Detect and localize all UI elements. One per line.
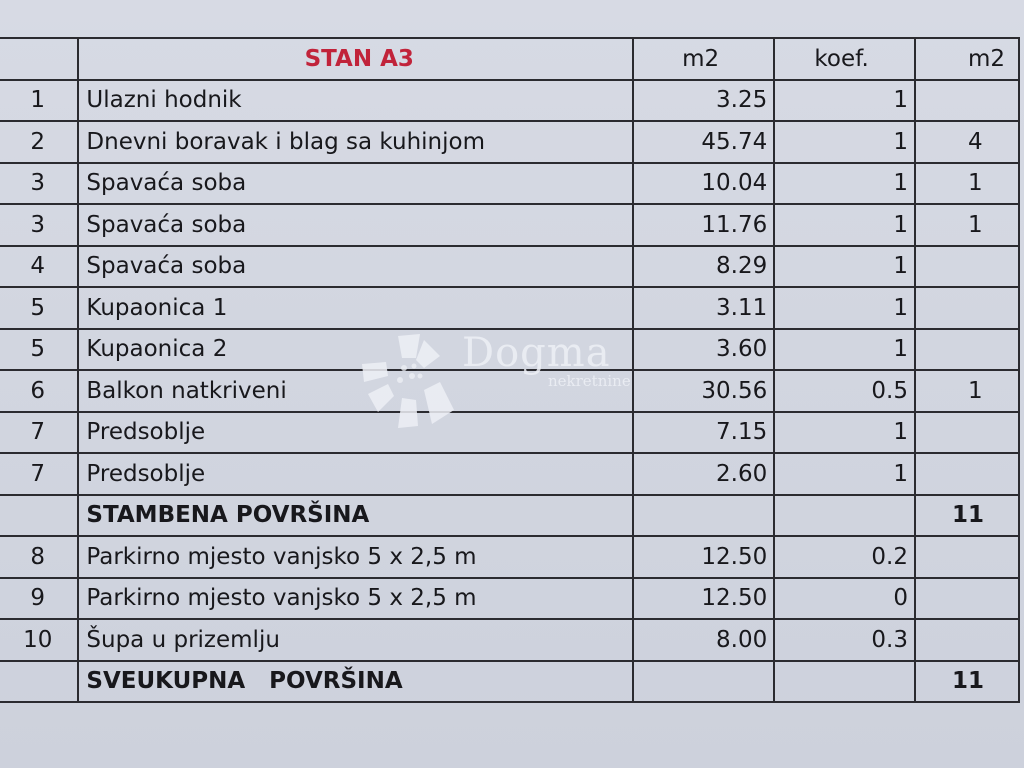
table-row — [0, 370, 1019, 412]
room-name: Predsoblje — [78, 453, 633, 495]
watermark-subtitle: nekretnine — [548, 372, 631, 390]
row-number: 9 — [0, 578, 78, 620]
row-number: 5 — [0, 329, 78, 371]
total-row — [0, 661, 1019, 703]
row-number: 4 — [0, 246, 78, 288]
room-area: 45.74 — [633, 121, 774, 163]
room-result-cell — [915, 578, 1019, 620]
room-name: Šupa u prizemlju — [78, 619, 633, 661]
table-row — [0, 453, 1019, 495]
room-coefficient: 0.3 — [774, 619, 915, 661]
table-row — [0, 412, 1019, 454]
room-coefficient: 1 — [774, 287, 915, 329]
room-area: 30.56 — [633, 370, 774, 412]
subtotal-result: 11 — [951, 502, 984, 529]
room-area: 11.76 — [633, 204, 774, 246]
room-area: 7.15 — [633, 412, 774, 454]
table-row — [0, 204, 1019, 246]
room-coefficient: 1 — [774, 412, 915, 454]
room-name: Balkon natkriveni — [78, 370, 633, 412]
table-row — [0, 80, 1019, 122]
total-no-cell — [0, 661, 78, 703]
table-row — [0, 329, 1019, 371]
room-area: 8.29 — [633, 246, 774, 288]
table-row — [0, 578, 1019, 620]
room-result: 4 — [967, 128, 983, 155]
table-row — [0, 287, 1019, 329]
subtotal-koef-cell — [774, 495, 915, 537]
room-name: Ulazni hodnik — [78, 80, 633, 122]
room-result-cell — [915, 329, 1019, 371]
room-result-cell — [915, 80, 1019, 122]
room-area: 12.50 — [633, 536, 774, 578]
room-area: 8.00 — [633, 619, 774, 661]
room-result: 1 — [967, 377, 983, 404]
room-area: 10.04 — [633, 163, 774, 205]
header-m2: m2 — [633, 38, 774, 80]
row-number: 3 — [0, 163, 78, 205]
room-result-cell — [915, 412, 1019, 454]
row-number: 10 — [0, 619, 78, 661]
total-result: 11 — [951, 668, 984, 695]
apartment-title: STAN A3 — [78, 38, 633, 80]
row-number: 2 — [0, 121, 78, 163]
room-result-cell — [915, 536, 1019, 578]
row-number: 5 — [0, 287, 78, 329]
watermark-brand: Dogma — [462, 330, 611, 376]
room-area: 3.11 — [633, 287, 774, 329]
room-name: Kupaonica 2 — [78, 329, 633, 371]
room-coefficient: 1 — [774, 121, 915, 163]
room-result: 1 — [967, 170, 983, 197]
table-header-row — [0, 38, 1019, 80]
total-koef-cell — [774, 661, 915, 703]
room-name: Parkirno mjesto vanjsko 5 x 2,5 m — [78, 578, 633, 620]
room-name: Spavaća soba — [78, 163, 633, 205]
row-number: 3 — [0, 204, 78, 246]
header-result: m2 — [967, 45, 1006, 72]
room-name: Spavaća soba — [78, 246, 633, 288]
room-coefficient: 0.2 — [774, 536, 915, 578]
header-koef: koef. — [774, 38, 915, 80]
row-number: 7 — [0, 453, 78, 495]
table-row — [0, 121, 1019, 163]
subtotal-m2-cell — [633, 495, 774, 537]
row-number: 6 — [0, 370, 78, 412]
room-name: Dnevni boravak i blag sa kuhinjom — [78, 121, 633, 163]
room-name: Kupaonica 1 — [78, 287, 633, 329]
room-coefficient: 1 — [774, 80, 915, 122]
room-coefficient: 1 — [774, 204, 915, 246]
total-m2-cell — [633, 661, 774, 703]
room-result-cell — [915, 246, 1019, 288]
room-coefficient: 1 — [774, 453, 915, 495]
room-name: Predsoblje — [78, 412, 633, 454]
room-coefficient: 1 — [774, 246, 915, 288]
header-result-cell — [915, 38, 1019, 80]
row-number: 8 — [0, 536, 78, 578]
row-number: 1 — [0, 80, 78, 122]
subtotal-label: STAMBENA POVRŠINA — [78, 495, 633, 537]
subtotal-no-cell — [0, 495, 78, 537]
room-result: 1 — [967, 211, 983, 238]
table-row — [0, 246, 1019, 288]
room-coefficient: 0.5 — [774, 370, 915, 412]
room-result-cell — [915, 163, 1019, 205]
area-table — [0, 37, 1020, 703]
row-number: 7 — [0, 412, 78, 454]
subtotal-row — [0, 495, 1019, 537]
room-area: 3.60 — [633, 329, 774, 371]
total-label: SVEUKUPNA POVRŠINA — [78, 661, 633, 703]
room-area: 3.25 — [633, 80, 774, 122]
header-no-cell — [0, 38, 78, 80]
room-name: Parkirno mjesto vanjsko 5 x 2,5 m — [78, 536, 633, 578]
table-row — [0, 619, 1019, 661]
total-result-cell — [915, 661, 1019, 703]
room-result-cell — [915, 370, 1019, 412]
room-coefficient: 1 — [774, 329, 915, 371]
room-result-cell — [915, 619, 1019, 661]
table-row — [0, 536, 1019, 578]
room-result-cell — [915, 204, 1019, 246]
room-name: Spavaća soba — [78, 204, 633, 246]
table-row — [0, 163, 1019, 205]
room-area: 12.50 — [633, 578, 774, 620]
room-result-cell — [915, 453, 1019, 495]
subtotal-result-cell — [915, 495, 1019, 537]
room-result-cell — [915, 287, 1019, 329]
room-coefficient: 1 — [774, 163, 915, 205]
room-area: 2.60 — [633, 453, 774, 495]
room-result-cell — [915, 121, 1019, 163]
room-coefficient: 0 — [774, 578, 915, 620]
